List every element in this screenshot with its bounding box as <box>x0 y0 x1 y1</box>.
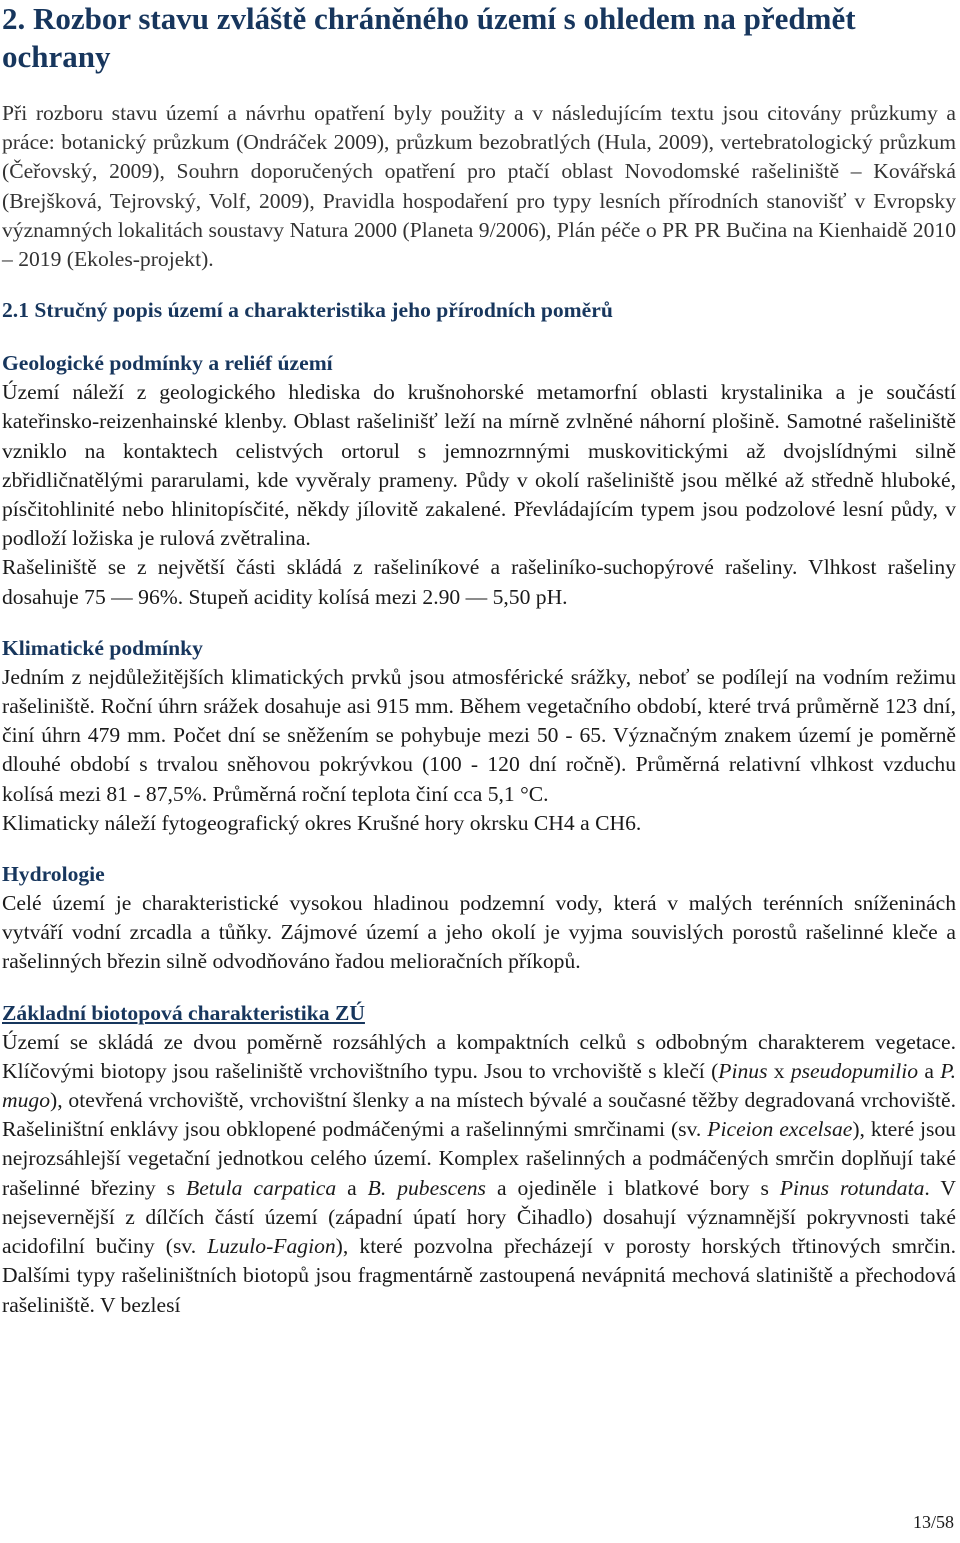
species-name: B. pubescens <box>367 1175 486 1200</box>
geology-paragraph-1: Území náleží z geologického hlediska do krušnohorské metamorfní oblasti krystalinika a je součástí kateřinsko-reizenhainské klenby. Oblast rašelinišť leží na mírně zvlněné náhorní plošině. Samotné rašeliniště vzniklo na kontaktech celistvých ortorul s jemnozrnnými muskovitickými až dvojslídnými silně zbřidličnatělými pararulami, kde vyvěraly prameny. Půdy v okolí rašeliniště jsou mělké až středně hluboké, písčitohlinité nebo hlinitopísčité, někdy jílovitě zakalené. Převládajícím typem jsou podzolové lesní půdy, v podloží ložiska je rulová zvětralina. <box>2 380 956 551</box>
biotope-text: ), které jsou nejrozsáhlejší vegetační jednotkou celého území. Komplex rašelinných a podmáčených smrčin doplňují také rašelinné březiny s <box>2 1117 956 1200</box>
geology-heading: Geologické podmínky a reliéf území <box>2 351 333 376</box>
species-name: Betula carpatica <box>186 1175 337 1200</box>
climate-heading: Klimatické podmínky <box>2 635 203 660</box>
biotope-text: . V nejsevernější z dílčích částí území (západní úpatí hory Čihadlo) dosahují významnější pokryvnosti také acidofilní bučiny (sv. <box>2 1175 956 1259</box>
section-heading: 2.1 Stručný popis území a charakteristika jeho přírodních poměrů <box>2 298 613 323</box>
species-name: Pinus rotundata <box>779 1175 925 1200</box>
species-name: Pinus <box>718 1058 768 1083</box>
biotope-text: ), které pozvolna přecházejí v porosty horských třtinových smrčin. Dalšími typy rašeliništních biotopů jsou fragmentárně zastoupená nevápnitá mechová slatiniště a přechodová rašeliniště. V bezlesí <box>2 1234 956 1317</box>
chapter-heading: 2. Rozbor stavu zvláště chráněného území s ohledem na předmět ochrany <box>2 1 856 74</box>
biotope-paragraph <box>2 1028 956 1320</box>
biotope-text: ), otevřená vrchoviště, vrchovištní šlenky a na místech bývalé a současné těžby degradovaná vrchoviště. Rašeliništní enklávy jsou obklopené podmáčenými a rašelinnými smrčinami (sv. <box>2 1088 956 1142</box>
hydrology-paragraph: Celé území je charakteristické vysokou hladinou podzemní vody, která v malých terénních sníženinách vytváří vodní zrcadla a tůňky. Zájmové území a jeho okolí je vyjma souvislých porostů rašelinné kleče a rašelinných březin silně odvodňováno řadou melioračních příkopů. <box>2 891 956 974</box>
biotope-heading: Základní biotopová charakteristika ZÚ <box>2 1000 365 1025</box>
species-name: pseudopumilio <box>790 1058 919 1083</box>
intro-paragraph: Při rozboru stavu území a návrhu opatření byly použity a v následujícím textu jsou citovány průzkumy a práce: botanický průzkum (Ondráček 2009), průzkum bezobratlých (Hula, 2009), vertebratologický průzkum (Čeřovský, 2009), Souhrn doporučených opatření pro ptačí oblast Novodomské rašeliniště – Kovářská (Brejšková, Tejrovský, Volf, 2009), Pravidla hospodaření pro typy lesních přírodních stanovišť v Evropsky významných lokalitách soustavy Natura 2000 (Planeta 9/2006), Plán péče o PR PR Bučina na Kienhaidě 2010 – 2019 (Ekoles-projekt). <box>2 101 956 272</box>
species-name: P. mugo <box>2 1058 956 1113</box>
hydrology-heading: Hydrologie <box>2 862 105 887</box>
geology-paragraph-2: Rašeliniště se z největší části skládá z rašeliníkové a rašeliníko-suchopýrové rašeliny. Vlhkost rašeliny dosahuje 75 — 96%. Stupeň acidity kolísá mezi 2.90 — 5,50 pH. <box>2 555 956 609</box>
page-number: 13/58 <box>912 1512 954 1532</box>
alliance-name: Piceion excelsae <box>707 1117 853 1142</box>
alliance-name: Luzulo-Fagion <box>207 1234 336 1259</box>
climate-paragraph-1: Jedním z nejdůležitějších klimatických prvků jsou atmosférické srážky, neboť se podílejí na vodním režimu rašeliniště. Roční úhrn srážek dosahuje asi 915 mm. Během vegetačního období, které trvá průměrně 123 dní, činí úhrn 479 mm. Počet dní se sněžením se pohybuje mezi 50 - 65. Význačným znakem území je poměrně dlouhé období s trvalou sněhovou pokrývkou (100 - 120 dní ročně). Průměrná relativní vlhkost vzduchu kolísá mezi 81 - 87,5%. Průměrná roční teplota činí cca 5,1 °C. <box>2 664 956 806</box>
biotope-text: x <box>767 1058 791 1083</box>
biotope-text: a <box>918 1058 941 1083</box>
biotope-text: a ojediněle i blatkové bory s <box>485 1175 780 1200</box>
climate-paragraph-2: Klimaticky náleží fytogeografický okres Krušné hory okrsku CH4 a CH6. <box>2 810 642 835</box>
biotope-text: a <box>336 1175 368 1200</box>
biotope-text: Území se skládá ze dvou poměrně rozsáhlých a kompaktních celků s odbobným charakterem vegetace. Klíčovými biotopy jsou rašeliniště vrchovištního typu. Jsou to vrchoviště s klečí ( <box>2 1029 956 1083</box>
